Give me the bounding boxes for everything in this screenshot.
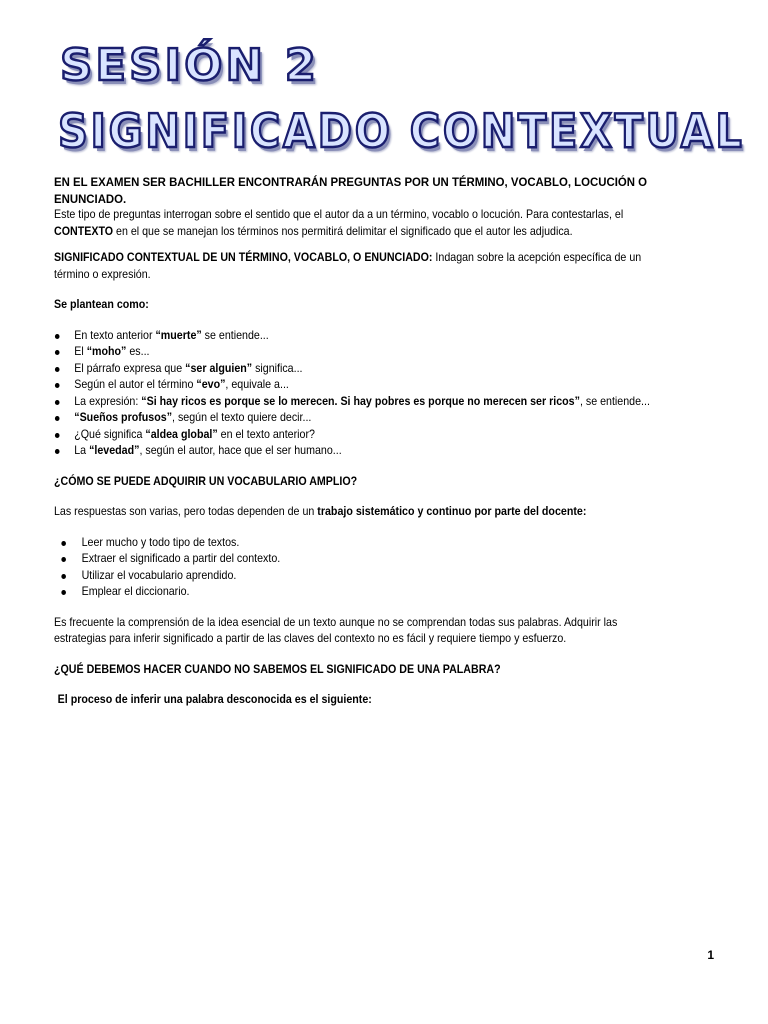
list-item: En texto anterior “muerte” se entiende... bbox=[54, 328, 661, 345]
vocabulario-intro bbox=[54, 504, 661, 521]
page-number: 1 bbox=[707, 948, 714, 962]
definition-text: Indagan sobre la acepción específica de un término o expresión. bbox=[54, 251, 642, 281]
intro-paragraph bbox=[54, 207, 661, 240]
definition-paragraph bbox=[54, 250, 661, 283]
intro-text-after: en el que se manejan los términos nos permitirá delimitar el significado que el autor les adjudica. bbox=[113, 224, 573, 238]
intro-lead: EN EL EXAMEN SER BACHILLER ENCONTRARÁN PREGUNTAS POR UN TÉRMINO, VOCABLO, LOCUCIÓN O ENUNCIADO. bbox=[54, 175, 648, 206]
vocabulario-text-before: Las respuestas son varias, pero todas dependen de un bbox=[54, 505, 318, 518]
session-title: SESIÓN 2 bbox=[60, 40, 320, 91]
vocabulario-bold: trabajo sistemático y continuo por parte del docente: bbox=[317, 505, 587, 518]
list-item: ¿Qué significa “aldea global” en el texto anterior? bbox=[54, 427, 661, 444]
desconocida-subheading: El proceso de inferir una palabra desconocida es el siguiente: bbox=[57, 693, 372, 706]
list-item: Según el autor el término “evo”, equivale a... bbox=[54, 377, 661, 394]
definition-term: SIGNIFICADO CONTEXTUAL DE UN TÉRMINO, VOCABLO, O ENUNCIADO: bbox=[54, 251, 433, 264]
intro-text-before: Este tipo de preguntas interrogan sobre el sentido que el autor da a un término, vocablo o locución. Para contestarlas, el bbox=[54, 208, 624, 221]
document-body bbox=[54, 174, 661, 709]
list-item: Leer mucho y todo tipo de textos. bbox=[54, 535, 661, 552]
list-item: Utilizar el vocabulario aprendido. bbox=[54, 568, 661, 585]
desconocida-heading: ¿QUÉ DEBEMOS HACER CUANDO NO SABEMOS EL SIGNIFICADO DE UNA PALABRA? bbox=[54, 662, 501, 676]
list-item: El párrafo expresa que “ser alguien” significa... bbox=[54, 361, 661, 378]
plantean-heading: Se plantean como: bbox=[54, 298, 149, 311]
vocabulario-closing: Es frecuente la comprensión de la idea esencial de un texto aunque no se comprendan todas sus palabras. Adquirir las estrategias para inferir significado a partir de las claves del contexto no es fácil y requiere tiempo y esfuerzo. bbox=[54, 615, 618, 645]
list-item: Emplear el diccionario. bbox=[54, 584, 661, 601]
topic-title: SIGNIFICADO CONTEXTUAL bbox=[58, 104, 745, 158]
list-item: El “moho” es... bbox=[54, 344, 661, 361]
list-item: La expresión: “Si hay ricos es porque se lo merecen. Si hay pobres es porque no merecen ser ricos”, se entiende... bbox=[54, 394, 661, 411]
vocabulario-list bbox=[54, 535, 661, 601]
intro-context-keyword: CONTEXTO bbox=[54, 224, 114, 238]
list-item: Extraer el significado a partir del contexto. bbox=[54, 551, 661, 568]
plantean-list bbox=[54, 328, 661, 460]
list-item: “Sueños profusos”, según el texto quiere decir... bbox=[54, 410, 661, 427]
vocabulario-heading: ¿CÓMO SE PUEDE ADQUIRIR UN VOCABULARIO AMPLIO? bbox=[54, 474, 358, 488]
list-item: La “levedad”, según el autor, hace que el ser humano... bbox=[54, 443, 661, 460]
